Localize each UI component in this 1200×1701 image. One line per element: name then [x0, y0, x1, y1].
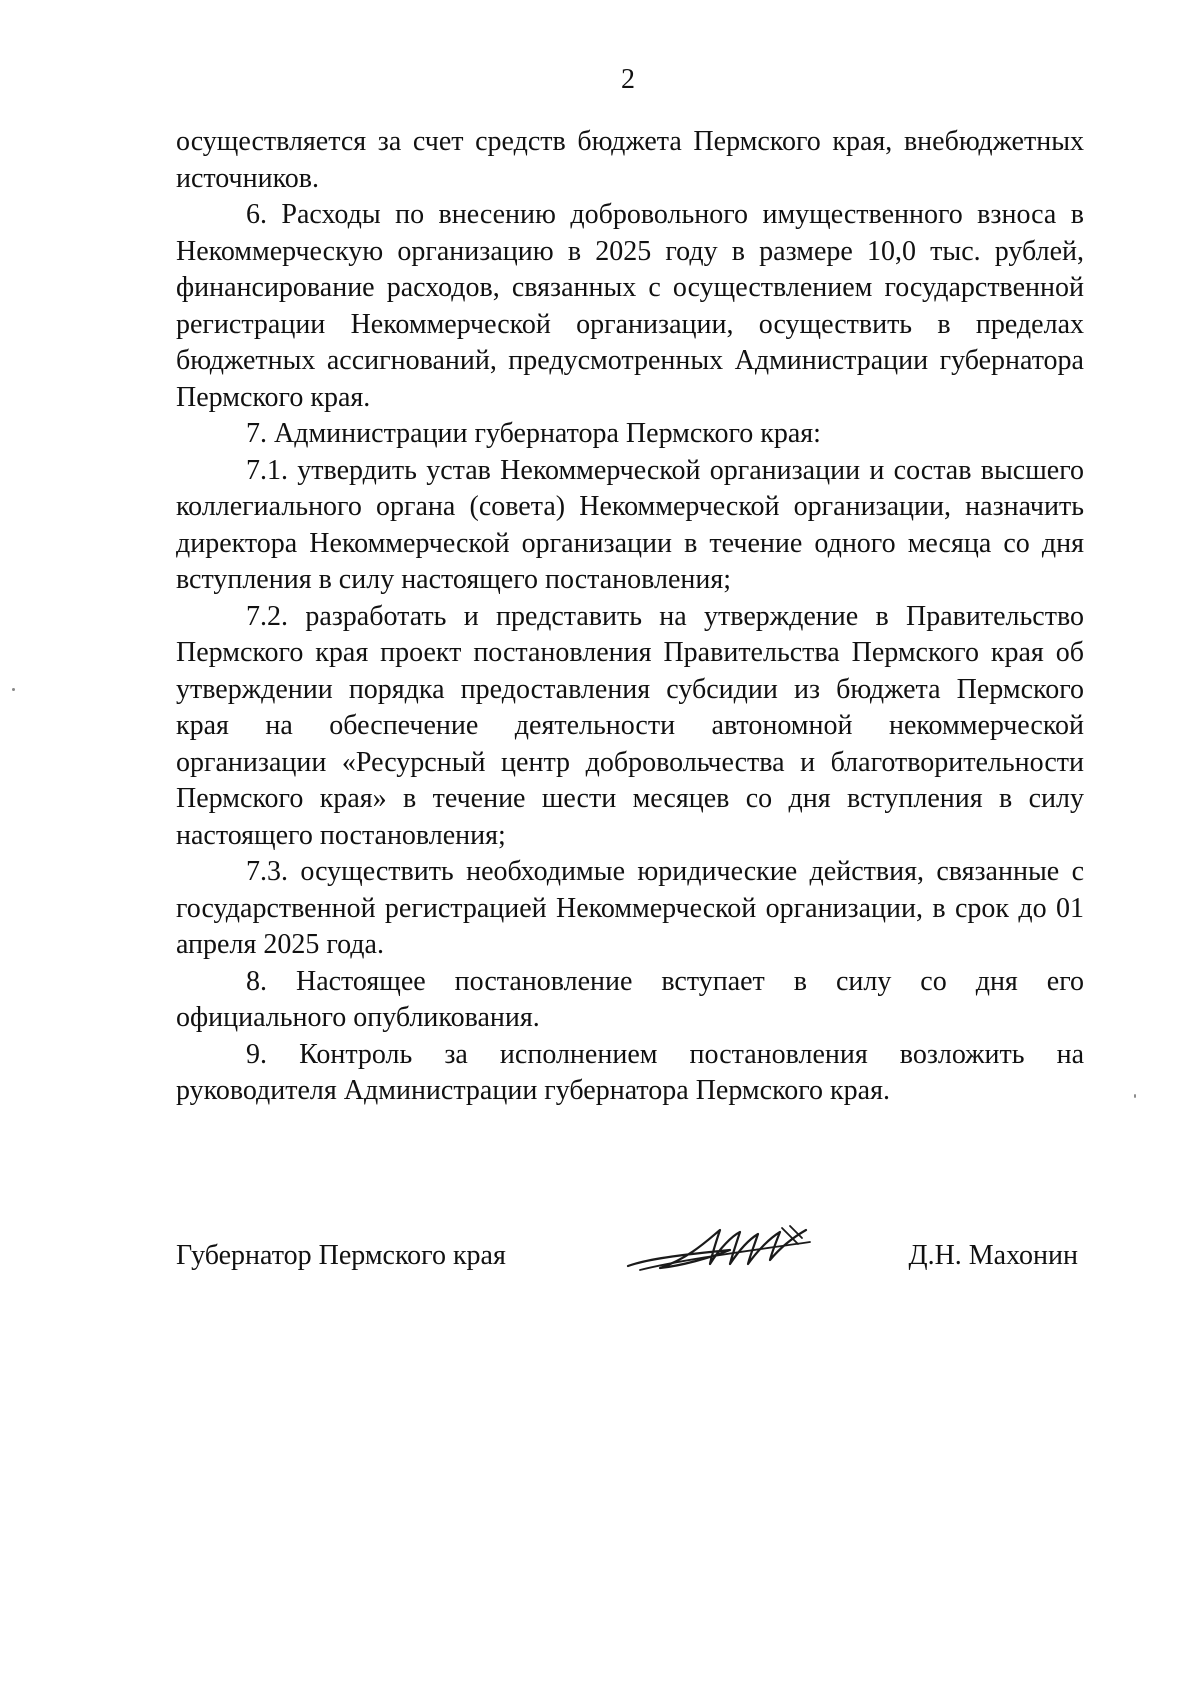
paragraph-continuation: осуществляется за счет средств бюджета Пермского края, внебюджетных источников. — [176, 126, 1084, 194]
paragraph-7-2: 7.2. разработать и представить на утверждение в Правительство Пермского края проект постановления Правительства Пермского края об утверждении порядка предоставления субсидии из бюджета Пермского края на обеспечение деятельности автономной некоммерческой организации «Ресурсный центр добровольчества и благотворительности Пермского края» в течение шести месяцев со дня вступления в силу настоящего постановления; — [176, 600, 1084, 851]
paragraph-7-1: 7.1. утвердить устав Некоммерческой организации и состав высшего коллегиального органа (совета) Некоммерческой организации, назначить директора Некоммерческой организации в течение одного месяца со дня вступления в силу настоящего постановления; — [176, 454, 1084, 595]
paragraph-7: 7. Администрации губернатора Пермского края: — [246, 418, 821, 449]
paragraph-9: 9. Контроль за исполнением постановления возложить на руководителя Администрации губернатора Пермского края. — [176, 1038, 1084, 1106]
scan-speck — [12, 688, 15, 691]
handwritten-signature — [620, 1208, 820, 1288]
page-number: 2 — [621, 64, 635, 95]
scan-speck — [1134, 1094, 1136, 1098]
paragraph-8: 8. Настоящее постановление вступает в силу со дня его официального опубликования. — [176, 965, 1084, 1033]
signatory-name: Д.Н. Махонин — [908, 1240, 1078, 1271]
paragraph-6: 6. Расходы по внесению добровольного имущественного взноса в Некоммерческую организацию в 2025 году в размере 10,0 тыс. рублей, финансирование расходов, связанных с осуществлением государственной регистрации Некоммерческой организации, осуществить в пределах бюджетных ассигнований, предусмотренных Администрации губернатора Пермского края. — [176, 199, 1084, 413]
signatory-position: Губернатор Пермского края — [176, 1240, 506, 1271]
document-body — [176, 124, 1084, 1110]
paragraph-7-3: 7.3. осуществить необходимые юридические действия, связанные с государственной регистрацией Некоммерческой организации, в срок до 01 апреля 2025 года. — [176, 856, 1084, 960]
signature-block — [176, 1238, 1086, 1298]
